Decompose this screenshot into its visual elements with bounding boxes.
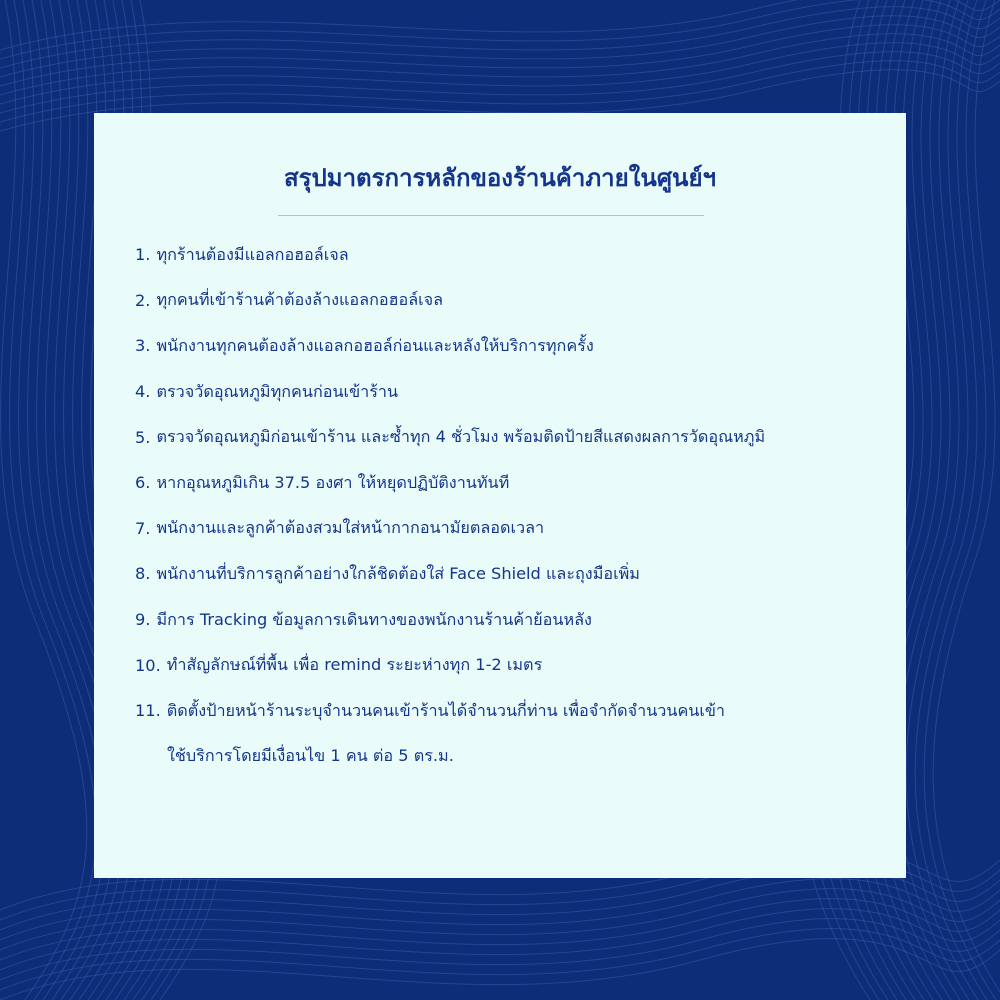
wave-line (1, 0, 87, 1000)
rule-number: 4. (135, 382, 151, 402)
rule-text: พนักงานทุกคนต้องล้างแอลกอฮอล์ก่อนและหลังให้บริการทุกครั้ง (156, 335, 594, 355)
rule-number: 2. (135, 290, 151, 310)
page-title: สรุปมาตรการหลักของร้านค้าภายในศูนย์ฯ (283, 164, 716, 192)
rule-text: ทำสัญลักษณ์ที่พื้น เพื่อ remind ระยะห่างทุก 1-2 เมตร (166, 655, 543, 675)
rule-number: 3. (135, 336, 151, 356)
rule-number: 10. (135, 655, 161, 675)
wave-line (10, 0, 96, 1000)
rule-text: พนักงานที่บริการลูกค้าอย่างใกล้ชิดต้องใส่ Face Shield และถุงมือเพิ่ม (156, 563, 640, 583)
rule-number: 5. (135, 427, 151, 447)
list-item (135, 369, 895, 415)
rules-list (135, 232, 895, 779)
wave-line (0, 0, 1000, 59)
list-item (135, 460, 895, 506)
rule-text: หากอุณหภูมิเกิน 37.5 องศา ให้หยุดปฏิบัติงานทันที (156, 472, 510, 492)
rule-text: ตรวจวัดอุณหภูมิก่อนเข้าร้าน และซ้ำทุก 4 ชั่วโมง พร้อมติดป้ายสีแสดงผลการวัดอุณหภูมิ (156, 427, 766, 447)
list-item (135, 597, 895, 643)
list-item (135, 232, 895, 278)
rule-number: 1. (135, 245, 151, 265)
rule-number: 7. (135, 518, 151, 538)
rule-number: 6. (135, 473, 151, 493)
wave-line (19, 0, 105, 1000)
rule-number: 9. (135, 610, 151, 630)
list-item (135, 642, 895, 688)
rule-text: ทุกคนที่เข้าร้านค้าต้องล้างแอลกอฮอล์เจล (156, 290, 444, 310)
measures-card (94, 113, 906, 878)
rule-text: ทุกร้านต้องมีแอลกอฮอล์เจล (156, 244, 349, 264)
wave-line (0, 939, 1000, 1000)
rule-text: ตรวจวัดอุณหภูมิทุกคนก่อนเข้าร้าน (156, 381, 399, 401)
list-item (135, 414, 895, 460)
list-item-continuation (135, 734, 895, 780)
list-item (135, 278, 895, 324)
rule-number: 11. (135, 701, 161, 721)
list-item (135, 506, 895, 552)
rule-text: พนักงานและลูกค้าต้องสวมใส่หน้ากากอนามัยตลอดเวลา (156, 518, 545, 538)
list-item (135, 551, 895, 597)
rule-text: มีการ Tracking ข้อมูลการเดินทางของพนักงานร้านค้าย้อนหลัง (156, 609, 592, 629)
list-item (135, 688, 895, 734)
rule-text: ติดตั้งป้ายหน้าร้านระบุจำนวนคนเข้าร้านได้จำนวนกี่ท่าน เพื่อจำกัดจำนวนคนเข้า (166, 700, 726, 720)
rule-text: ใช้บริการโดยมีเงื่อนไข 1 คน ต่อ 5 ตร.ม. (167, 746, 454, 766)
rule-number: 8. (135, 564, 151, 584)
title-divider (278, 215, 704, 216)
list-item (135, 323, 895, 369)
